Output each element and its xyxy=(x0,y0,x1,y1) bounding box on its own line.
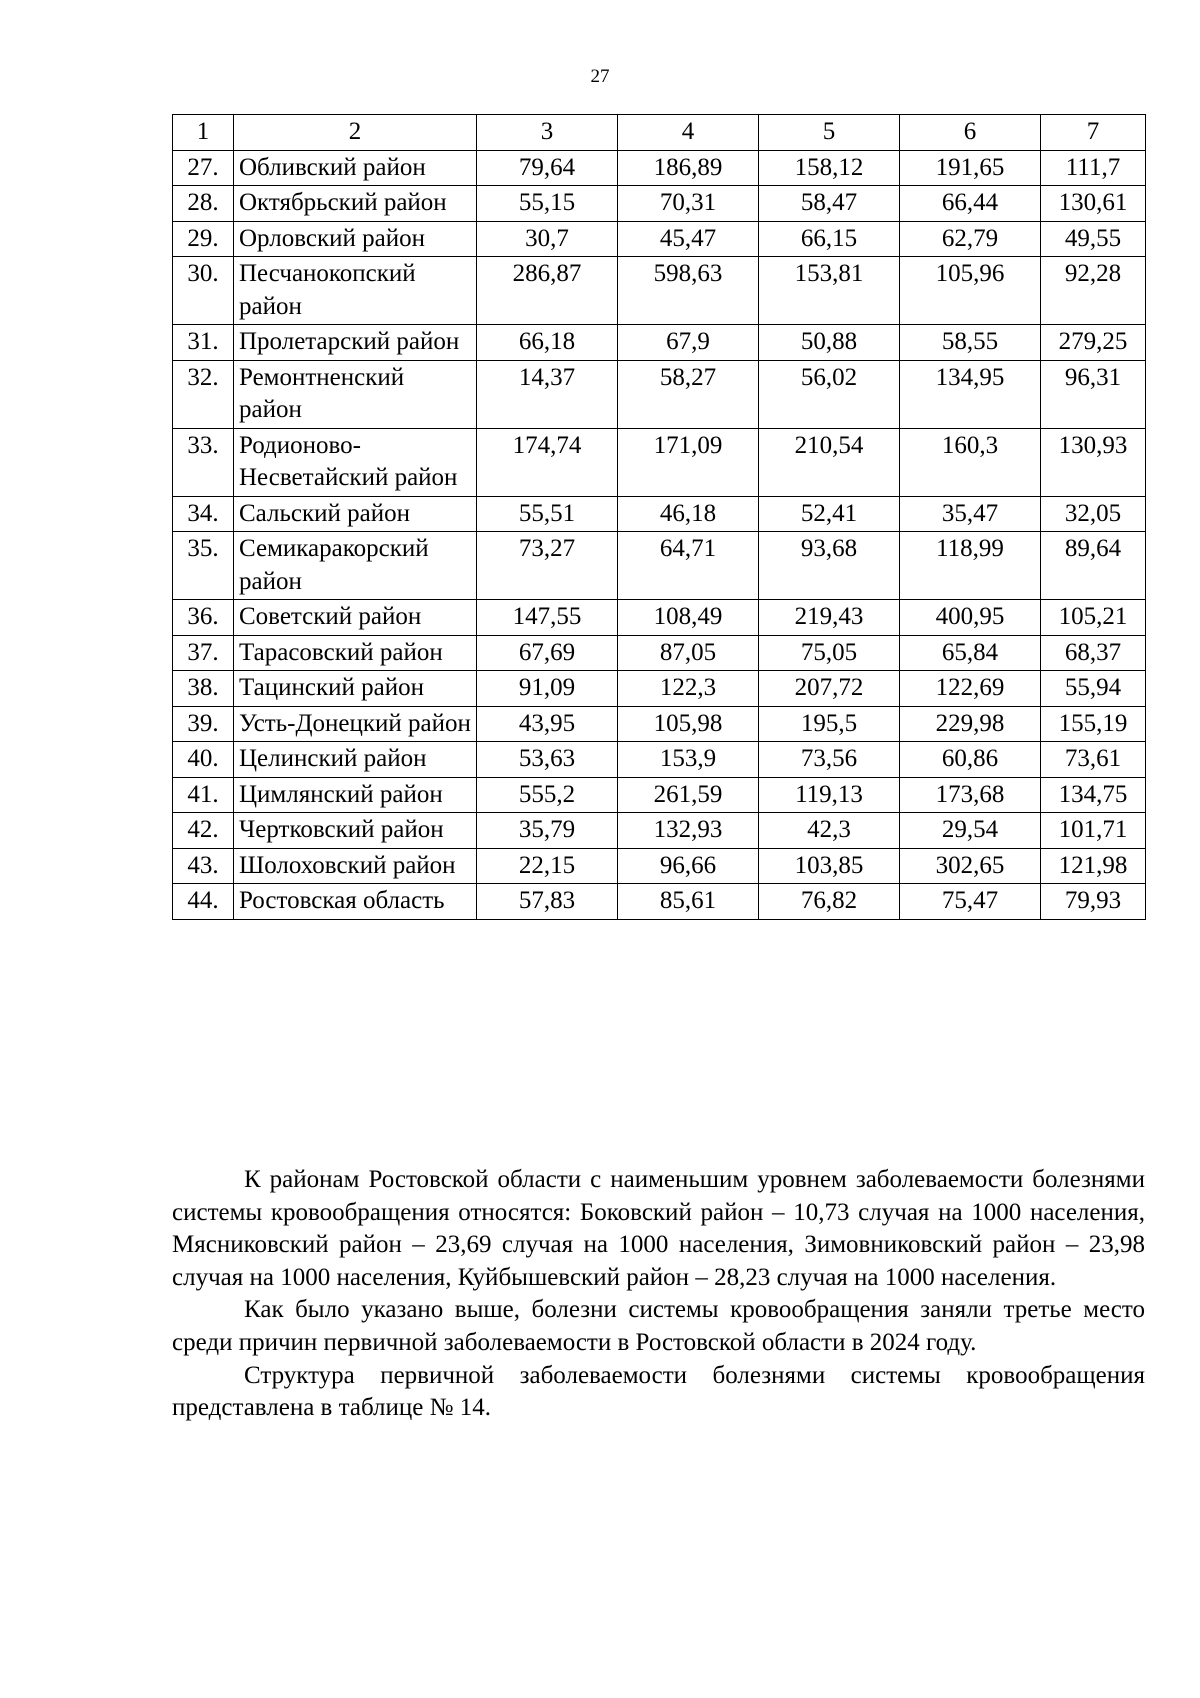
value-cell-col-3: 14,37 xyxy=(477,360,618,428)
district-name-cell: Ремонтненский район xyxy=(234,360,477,428)
value-cell-col-5: 210,54 xyxy=(759,428,900,496)
district-name-cell: Тацинский район xyxy=(234,671,477,707)
value-cell-col-6: 65,84 xyxy=(900,635,1041,671)
value-cell-col-6: 191,65 xyxy=(900,150,1041,186)
value-cell-col-4: 261,59 xyxy=(618,777,759,813)
value-cell-col-6: 60,86 xyxy=(900,742,1041,778)
value-cell-col-6: 29,54 xyxy=(900,813,1041,849)
table-row xyxy=(173,428,1146,496)
value-cell-col-5: 195,5 xyxy=(759,706,900,742)
row-number-cell: 33. xyxy=(173,428,234,496)
value-cell-col-7: 101,71 xyxy=(1041,813,1146,849)
value-cell-col-4: 105,98 xyxy=(618,706,759,742)
header-cell: 4 xyxy=(618,115,759,151)
table-row xyxy=(173,706,1146,742)
district-name-cell: Пролетарский район xyxy=(234,325,477,361)
table-row xyxy=(173,496,1146,532)
value-cell-col-5: 42,3 xyxy=(759,813,900,849)
table-row xyxy=(173,221,1146,257)
row-number-cell: 41. xyxy=(173,777,234,813)
value-cell-col-5: 119,13 xyxy=(759,777,900,813)
row-number-cell: 30. xyxy=(173,257,234,325)
row-number-cell: 38. xyxy=(173,671,234,707)
district-name-cell: Семикаракорский район xyxy=(234,532,477,600)
value-cell-col-7: 105,21 xyxy=(1041,600,1146,636)
value-cell-col-7: 73,61 xyxy=(1041,742,1146,778)
table-row xyxy=(173,186,1146,222)
value-cell-col-3: 147,55 xyxy=(477,600,618,636)
district-name-cell: Песчанокопский район xyxy=(234,257,477,325)
value-cell-col-4: 598,63 xyxy=(618,257,759,325)
value-cell-col-7: 68,37 xyxy=(1041,635,1146,671)
district-name-cell: Тарасовский район xyxy=(234,635,477,671)
header-cell: 6 xyxy=(900,115,1041,151)
value-cell-col-3: 22,15 xyxy=(477,848,618,884)
district-name-cell: Орловский район xyxy=(234,221,477,257)
row-number-cell: 28. xyxy=(173,186,234,222)
value-cell-col-3: 67,69 xyxy=(477,635,618,671)
value-cell-col-6: 58,55 xyxy=(900,325,1041,361)
paragraph: Как было указано выше, болезни системы кровообращения заняли третье место среди причин первичной заболеваемости в Ростовской области в 2024 году. xyxy=(172,1296,1145,1356)
value-cell-col-7: 96,31 xyxy=(1041,360,1146,428)
value-cell-col-5: 93,68 xyxy=(759,532,900,600)
value-cell-col-3: 55,51 xyxy=(477,496,618,532)
district-name-cell: Родионово-Несветайский район xyxy=(234,428,477,496)
value-cell-col-4: 153,9 xyxy=(618,742,759,778)
value-cell-col-5: 76,82 xyxy=(759,884,900,920)
value-cell-col-5: 219,43 xyxy=(759,600,900,636)
district-name-cell: Обливский район xyxy=(234,150,477,186)
page-number: 27 xyxy=(590,66,610,87)
value-cell-col-6: 105,96 xyxy=(900,257,1041,325)
value-cell-col-5: 153,81 xyxy=(759,257,900,325)
value-cell-col-6: 400,95 xyxy=(900,600,1041,636)
table-row xyxy=(173,325,1146,361)
value-cell-col-4: 64,71 xyxy=(618,532,759,600)
value-cell-col-4: 85,61 xyxy=(618,884,759,920)
table-row xyxy=(173,360,1146,428)
row-number-cell: 27. xyxy=(173,150,234,186)
header-cell: 3 xyxy=(477,115,618,151)
value-cell-col-4: 108,49 xyxy=(618,600,759,636)
value-cell-col-4: 46,18 xyxy=(618,496,759,532)
value-cell-col-7: 55,94 xyxy=(1041,671,1146,707)
value-cell-col-4: 122,3 xyxy=(618,671,759,707)
value-cell-col-5: 103,85 xyxy=(759,848,900,884)
value-cell-col-3: 57,83 xyxy=(477,884,618,920)
value-cell-col-7: 111,7 xyxy=(1041,150,1146,186)
value-cell-col-7: 89,64 xyxy=(1041,532,1146,600)
value-cell-col-6: 66,44 xyxy=(900,186,1041,222)
row-number-cell: 40. xyxy=(173,742,234,778)
row-number-cell: 32. xyxy=(173,360,234,428)
district-name-cell: Цимлянский район xyxy=(234,777,477,813)
table-row xyxy=(173,150,1146,186)
value-cell-col-6: 35,47 xyxy=(900,496,1041,532)
district-name-cell: Октябрьский район xyxy=(234,186,477,222)
value-cell-col-5: 73,56 xyxy=(759,742,900,778)
value-cell-col-5: 58,47 xyxy=(759,186,900,222)
value-cell-col-4: 132,93 xyxy=(618,813,759,849)
row-number-cell: 39. xyxy=(173,706,234,742)
value-cell-col-4: 171,09 xyxy=(618,428,759,496)
row-number-cell: 34. xyxy=(173,496,234,532)
value-cell-col-6: 229,98 xyxy=(900,706,1041,742)
value-cell-col-4: 186,89 xyxy=(618,150,759,186)
district-name-cell: Целинский район xyxy=(234,742,477,778)
value-cell-col-3: 79,64 xyxy=(477,150,618,186)
value-cell-col-5: 52,41 xyxy=(759,496,900,532)
value-cell-col-6: 118,99 xyxy=(900,532,1041,600)
value-cell-col-7: 130,61 xyxy=(1041,186,1146,222)
table-row xyxy=(173,884,1146,920)
table-row xyxy=(173,257,1146,325)
paragraph: К районам Ростовской области с наименьшим уровнем заболеваемости болезнями системы кровообращения относятся: Боковский район – 10,73 случая на 1000 населения, Мясниковский район – 23,69 случая на 1000 населения, Зимовниковский район – 23,98 случая на 1000 населения, Куйбышевский район – 28,23 случая на 1000 населения. xyxy=(172,1166,1145,1291)
table-row xyxy=(173,742,1146,778)
value-cell-col-7: 134,75 xyxy=(1041,777,1146,813)
value-cell-col-6: 62,79 xyxy=(900,221,1041,257)
table-row xyxy=(173,777,1146,813)
value-cell-col-7: 130,93 xyxy=(1041,428,1146,496)
value-cell-col-5: 56,02 xyxy=(759,360,900,428)
value-cell-col-7: 79,93 xyxy=(1041,884,1146,920)
value-cell-col-7: 49,55 xyxy=(1041,221,1146,257)
district-name-cell: Сальский район xyxy=(234,496,477,532)
paragraph: Структура первичной заболеваемости болезнями системы кровообращения представлена в таблице № 14. xyxy=(172,1361,1145,1422)
header-cell: 2 xyxy=(234,115,477,151)
value-cell-col-3: 35,79 xyxy=(477,813,618,849)
district-name-cell: Шолоховский район xyxy=(234,848,477,884)
value-cell-col-5: 158,12 xyxy=(759,150,900,186)
value-cell-col-6: 134,95 xyxy=(900,360,1041,428)
header-cell: 5 xyxy=(759,115,900,151)
value-cell-col-4: 87,05 xyxy=(618,635,759,671)
row-number-cell: 36. xyxy=(173,600,234,636)
value-cell-col-5: 66,15 xyxy=(759,221,900,257)
header-cell: 1 xyxy=(173,115,234,151)
district-name-cell: Ростовская область xyxy=(234,884,477,920)
value-cell-col-3: 66,18 xyxy=(477,325,618,361)
table-row xyxy=(173,848,1146,884)
value-cell-col-5: 50,88 xyxy=(759,325,900,361)
table-row xyxy=(173,671,1146,707)
value-cell-col-4: 67,9 xyxy=(618,325,759,361)
value-cell-col-7: 155,19 xyxy=(1041,706,1146,742)
value-cell-col-3: 555,2 xyxy=(477,777,618,813)
value-cell-col-7: 32,05 xyxy=(1041,496,1146,532)
table-row xyxy=(173,813,1146,849)
body-text xyxy=(172,1164,1145,1425)
table-body xyxy=(173,115,1146,920)
value-cell-col-3: 286,87 xyxy=(477,257,618,325)
table-header-row xyxy=(173,115,1146,151)
value-cell-col-5: 75,05 xyxy=(759,635,900,671)
value-cell-col-3: 55,15 xyxy=(477,186,618,222)
row-number-cell: 37. xyxy=(173,635,234,671)
value-cell-col-6: 302,65 xyxy=(900,848,1041,884)
value-cell-col-4: 58,27 xyxy=(618,360,759,428)
row-number-cell: 44. xyxy=(173,884,234,920)
table-row xyxy=(173,532,1146,600)
value-cell-col-5: 207,72 xyxy=(759,671,900,707)
value-cell-col-6: 122,69 xyxy=(900,671,1041,707)
value-cell-col-6: 75,47 xyxy=(900,884,1041,920)
table-row xyxy=(173,600,1146,636)
value-cell-col-6: 173,68 xyxy=(900,777,1041,813)
value-cell-col-3: 43,95 xyxy=(477,706,618,742)
district-name-cell: Чертковский район xyxy=(234,813,477,849)
value-cell-col-6: 160,3 xyxy=(900,428,1041,496)
district-name-cell: Усть-Донецкий район xyxy=(234,706,477,742)
value-cell-col-4: 70,31 xyxy=(618,186,759,222)
value-cell-col-3: 53,63 xyxy=(477,742,618,778)
row-number-cell: 43. xyxy=(173,848,234,884)
header-cell: 7 xyxy=(1041,115,1146,151)
row-number-cell: 31. xyxy=(173,325,234,361)
value-cell-col-7: 279,25 xyxy=(1041,325,1146,361)
data-table xyxy=(172,114,1146,920)
row-number-cell: 29. xyxy=(173,221,234,257)
value-cell-col-7: 92,28 xyxy=(1041,257,1146,325)
value-cell-col-7: 121,98 xyxy=(1041,848,1146,884)
value-cell-col-4: 45,47 xyxy=(618,221,759,257)
value-cell-col-3: 30,7 xyxy=(477,221,618,257)
table-row xyxy=(173,635,1146,671)
row-number-cell: 35. xyxy=(173,532,234,600)
row-number-cell: 42. xyxy=(173,813,234,849)
district-name-cell: Советский район xyxy=(234,600,477,636)
value-cell-col-3: 174,74 xyxy=(477,428,618,496)
value-cell-col-4: 96,66 xyxy=(618,848,759,884)
value-cell-col-3: 73,27 xyxy=(477,532,618,600)
value-cell-col-3: 91,09 xyxy=(477,671,618,707)
